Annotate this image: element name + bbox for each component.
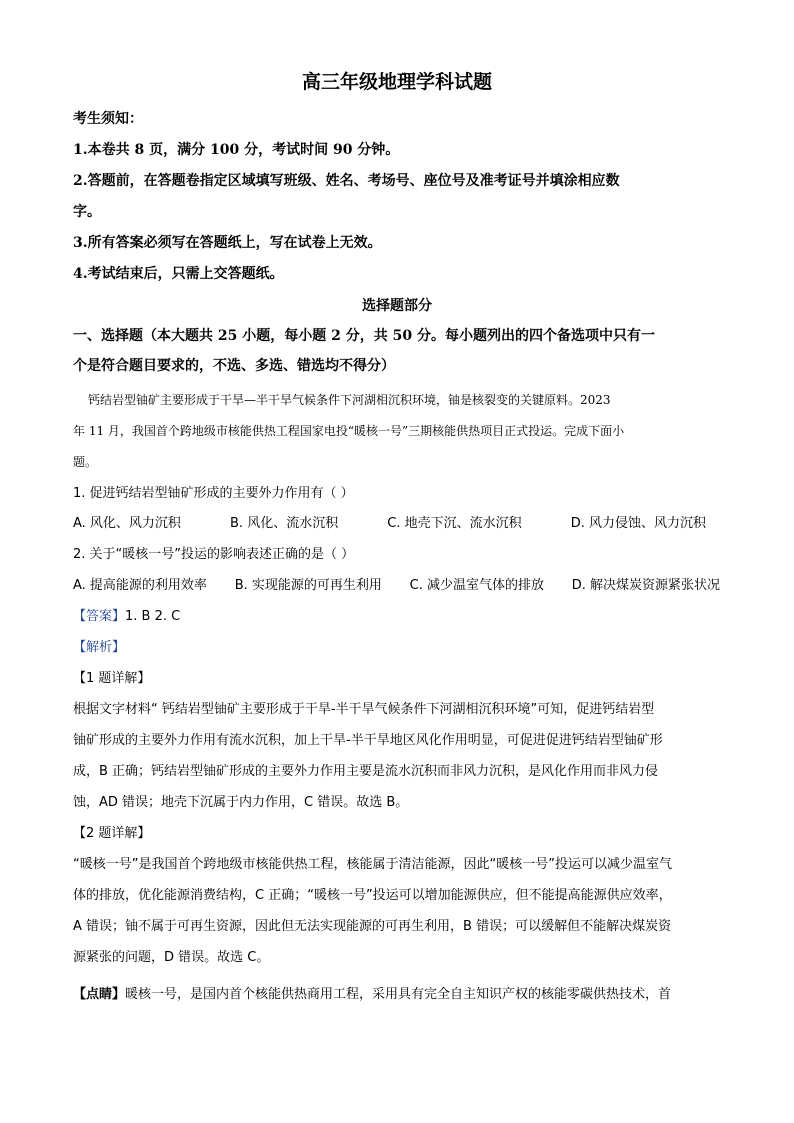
question-1-stem: 1. 促进钙结岩型铀矿形成的主要外力作用有（ ）	[73, 486, 354, 501]
question-2-option-a: A. 提高能源的利用效率	[73, 578, 207, 593]
question-2-option-b: B. 实现能源的可再生利用	[234, 578, 382, 593]
passage-line-1: 钙结岩型铀矿主要形成于干旱—半干旱气候条件下河湖相沉积环境，铀是核裂变的关键原料。2023	[88, 393, 611, 407]
comment-label: 【点睛】	[73, 987, 126, 1002]
detail-1-line-3: 成，B 正确；钙结岩型铀矿形成的主要外力作用主要是流水沉积而非风力沉积，是风化作用而非风力侵	[73, 764, 659, 779]
detail-2-label: 【2 题详解】	[73, 826, 151, 841]
detail-1-line-2: 铀矿形成的主要外力作用有流水沉积，加上干旱-半干旱地区风化作用明显，可促进促进钙结岩型铀矿形	[73, 733, 663, 748]
question-2-options	[73, 576, 720, 596]
detail-2-line-3: A 错误；铀不属于可再生资源，因此但无法实现能源的可再生利用，B 错误；可以缓解但不能解决煤炭资	[73, 919, 672, 934]
comment-line	[73, 985, 718, 1005]
question-1-option-b: B. 风化、流水沉积	[230, 516, 339, 531]
notice-item-1: 1.本卷共 8 页，满分 100 分，考试时间 90 分钟。	[73, 142, 400, 158]
detail-1-line-4: 蚀，AD 错误；地壳下沉属于内力作用，C 错误。故选 B。	[73, 795, 409, 810]
answer-label: 【答案】	[73, 609, 126, 624]
passage-line-2: 年 11 月，我国首个跨地级市核能供热工程国家电投“暖核一号”三期核能供热项目正式投运。完成下面小	[73, 424, 625, 438]
detail-2-line-2: 体的排放，优化能源消费结构，C 正确；“暖核一号”投运可以增加能源供应，但不能提高能源供应效率，	[73, 888, 672, 903]
notice-heading: 考生须知：	[73, 111, 143, 127]
section-intro-line-1: 一、选择题（本大题共 25 小题，每小题 2 分，共 50 分。每小题列出的四个备选项中只有一	[73, 328, 655, 344]
notice-item-4: 4.考试结束后，只需上交答题纸。	[73, 266, 284, 282]
notice-item-2: 2.答题前，在答题卷指定区域填写班级、姓名、考场号、座位号及准考证号并填涂相应数	[73, 173, 620, 189]
question-2-option-d: D. 解决煤炭资源紧张状况	[571, 578, 720, 593]
notice-item-2-cont: 字。	[73, 204, 101, 220]
question-1-option-d: D. 风力侵蚀、风力沉积	[570, 516, 706, 531]
detail-1-line-1: 根据文字材料“ 钙结岩型铀矿主要形成于干旱-半干旱气候条件下河湖相沉积环境”可知，促进钙结岩型	[73, 702, 655, 717]
answer-text: 1. B 2. C	[125, 609, 181, 624]
question-1-option-a: A. 风化、风力沉积	[73, 516, 181, 531]
detail-2-line-4: 源紧张的问题，D 错误。故选 C。	[73, 950, 270, 965]
question-2-option-c: C. 减少温室气体的排放	[409, 578, 544, 593]
question-2-stem: 2. 关于“暖核一号”投运的影响表述正确的是（ ）	[73, 547, 355, 562]
detail-1-label: 【1 题详解】	[73, 671, 151, 686]
answer-line	[73, 607, 718, 627]
notice-item-3: 3.所有答案必须写在答题纸上，写在试卷上无效。	[73, 235, 382, 251]
section-heading: 选择题部分	[362, 298, 432, 314]
detail-2-line-1: “暖核一号”是我国首个跨地级市核能供热工程，核能属于清洁能源，因此“暖核一号”投运可以减少温室气	[73, 857, 672, 872]
analysis-label: 【解析】	[73, 640, 126, 655]
section-intro-line-2: 个是符合题目要求的，不选、多选、错选均不得分）	[73, 358, 395, 374]
comment-text: 暖核一号，是国内首个核能供热商用工程，采用具有完全自主知识产权的核能零碳供热技术，首	[125, 987, 672, 1002]
passage-line-3: 题。	[73, 455, 98, 469]
question-1-options	[73, 514, 706, 534]
page-title: 高三年级地理学科试题	[301, 71, 492, 93]
question-1-option-c: C. 地壳下沉、流水沉积	[387, 516, 522, 531]
